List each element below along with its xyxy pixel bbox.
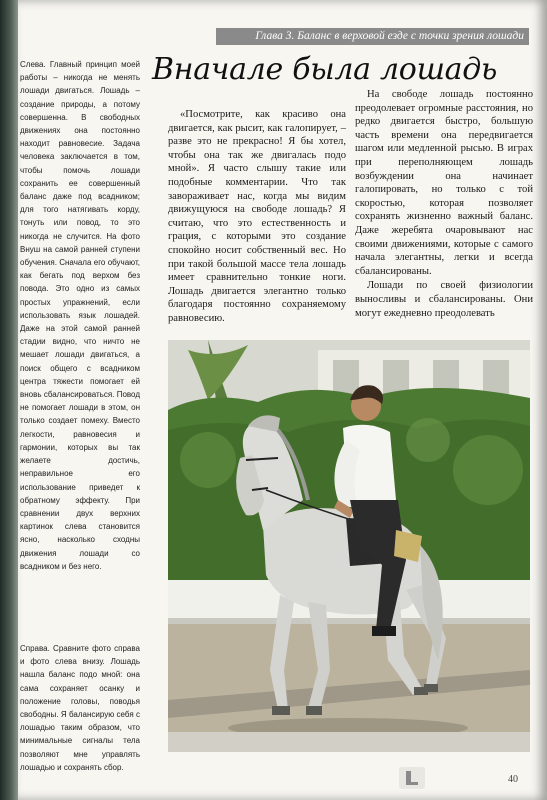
caption-left bbox=[20, 58, 140, 573]
labirint-l-logo-icon bbox=[399, 767, 425, 789]
column-2-paragraph: Лошади по своей физиологии выносливы и сбалансированы. Они могут ежедневно преодолевать bbox=[355, 280, 533, 319]
text-column-1 bbox=[168, 108, 346, 326]
column-2-paragraph: На свободе лошадь постоянно преодолевает огромные расстояния, но редко двигается быстро, большую часть времени она передвигается шагом или медленной рысью. В играх при переполняющем лошадь возбуждении она начинает галопировать, но только с той скоростью, которая позволяет сохранять жизненно важный баланс. Даже жеребята очаровывают нас своими движениями, которые с самого начала элегантны, легки и всегда сбалансированы. bbox=[355, 89, 533, 277]
caption-bottom bbox=[20, 642, 140, 774]
caption-left-label: Слева. bbox=[20, 60, 46, 69]
running-header-title: Глава 3. Баланс в верховой езде с точки зрения лошади bbox=[255, 30, 524, 42]
caption-left-text: Главный принцип моей работы – никогда не менять лошади двигаться. Лошадь – создание природы, а потому совершенна. В свободных движениях она постоянно находит равновесие. Задача человека заключается в том, чтобы помочь лошади сохранить ее совершенный баланс даже под всадником; для того натягивать корду, тонуть или повод, то это никогда не случится. На фото Внуш на самой ранней ступени обучения. Сначала его обучают, как бегать под верхом без повода. Это одно из самых простых упражнений, если использовать язык лошадей. Даже на этой самой ранней стадии видно, что ничто не мешает лошади двигаться, а поиск общего с всадником центра тяжести помогает ей вновь сбалансироваться. Повод не помогает лошади в этом, он только создает помеху. Вместо легкости, равновесия и гармонии, которых вы так желаете достичь, неправильное его использование приведет к обратному эффекту. При сравнении двух верхних картинок слева становится ясно, насколько сходны движения лошади со всадником и без него. bbox=[20, 60, 140, 571]
column-1-paragraph: «Посмотрите, как красиво она двигается, как рысит, как галопирует, – разве это не прекрасно! Я бы хотел, чтобы она так же двигалась подо мной». Я часто слышу такие или подобные комментарии. Что так завораживает нас, когда мы видим движущуюся на свободе лошадь? Я считаю, что это естественность и грация, с которыми это создание спокойно носит собственный вес. Но при такой большой массе тела лошадь имеет сравнительно тонкие ноги. Лошадь двигается элегантно только благодаря постоянно сохраняемому равновесию. bbox=[168, 109, 346, 324]
horse-rider-illustration bbox=[168, 340, 530, 752]
book-spine bbox=[0, 0, 18, 800]
caption-bottom-text: Сравните фото справа и фото слева внизу. Лошадь нашла баланс подо мной: она сама сохраняет осанку и положение головы, поводья свободны. Я балансирую себя с лошадью таким образом, что минимальные сигналы тела позволяют мне управлять лошадью и сохранять сбор. bbox=[20, 644, 140, 772]
page-number: 40 bbox=[508, 774, 518, 785]
horse-rider-photo bbox=[168, 340, 530, 752]
caption-bottom-label: Справа. bbox=[20, 644, 50, 653]
text-column-2 bbox=[355, 88, 533, 320]
page-title: Вначале была лошадь bbox=[152, 52, 498, 87]
